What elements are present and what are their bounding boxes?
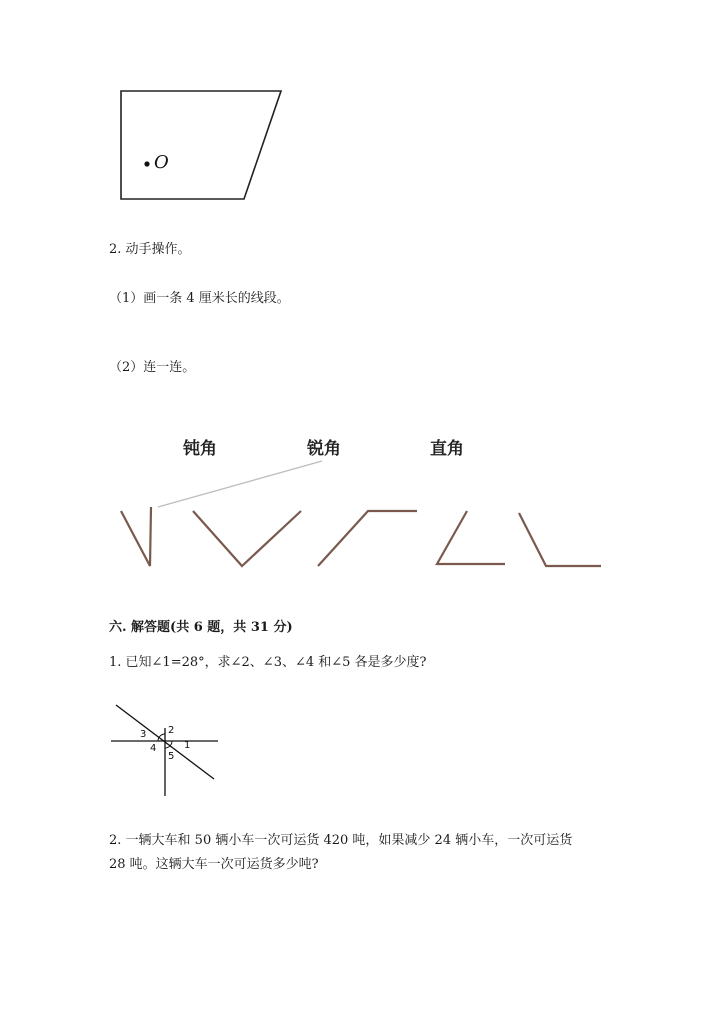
- angle-label-2: 2: [168, 725, 175, 736]
- angle-label-5: 5: [168, 751, 175, 762]
- q2-sub2: （2）连一连。: [109, 360, 196, 375]
- angle-label-3: 3: [140, 729, 147, 740]
- problem-2-line2: 28 吨。这辆大车一次可运货多少吨?: [109, 857, 319, 872]
- section-6-title: 六. 解答题(共 6 题，共 31 分): [109, 620, 293, 635]
- angle-label-1: 1: [184, 740, 191, 751]
- problem-1-text: 1. 已知∠1=28°，求∠2、∠3、∠4 和∠5 各是多少度?: [109, 655, 427, 670]
- q2-title: 2. 动手操作。: [109, 242, 191, 257]
- angle-label-4: 4: [150, 743, 157, 754]
- q2-sub1: （1）画一条 4 厘米长的线段。: [109, 291, 290, 306]
- point-o-label: O: [154, 152, 169, 173]
- label-acute-angle: 锐角: [307, 439, 341, 459]
- label-obtuse-angle: 钝角: [183, 439, 217, 459]
- problem-2-line1: 2. 一辆大车和 50 辆小车一次可运货 420 吨，如果减少 24 辆小车，一次可运货: [109, 833, 573, 848]
- label-right-angle: 直角: [430, 439, 464, 459]
